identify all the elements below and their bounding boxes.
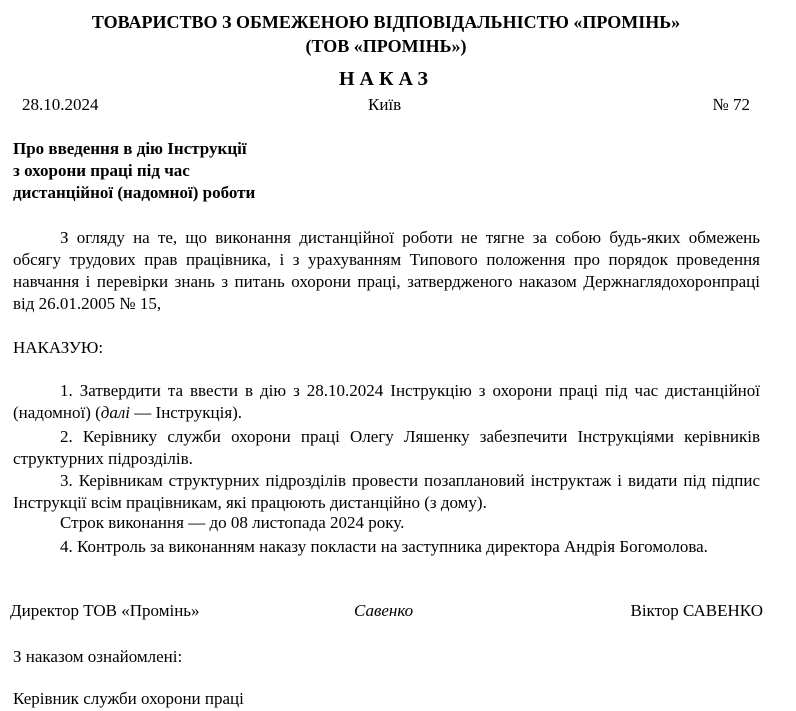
order-item-1-tail: — Інструкція). xyxy=(130,403,243,422)
document-date: 28.10.2024 xyxy=(22,95,99,114)
preamble-paragraph: З огляду на те, що виконання дистанційної роботи не тягне за собою будь-яких обмежень обсягу трудових прав працівника, і з урахуванням Типового положення про порядок проведення навчання і перевірки знань з питань охорони праці, затвердженого наказом Держнаглядохоронпраці від 26.01.2005 № 15, xyxy=(13,228,760,313)
signatory-name: Віктор САВЕНКО xyxy=(630,601,763,620)
order-word: НАКАЗУЮ: xyxy=(13,338,104,357)
subject-line-2: з охорони праці під час xyxy=(13,161,190,180)
document-title: НАКАЗ xyxy=(338,68,433,90)
organization-name: ТОВАРИСТВО З ОБМЕЖЕНОЮ ВІДПОВІДАЛЬНІСТЮ «ПРОМІНЬ» xyxy=(91,12,681,32)
document-number: № 72 xyxy=(712,95,750,114)
order-item-1-italic: далі xyxy=(100,403,131,422)
order-item-2: 2. Керівнику служби охорони праці Олегу Ляшенку забезпечити Інструкціями керівників структурних підрозділів. xyxy=(13,427,760,468)
organization-short-name: (ТОВ «ПРОМІНЬ») xyxy=(305,36,467,56)
subject-line-1: Про введення в дію Інструкції xyxy=(13,139,247,158)
order-item-3: 3. Керівникам структурних підрозділів провести позаплановий інструктаж і видати під підпис Інструкції всім працівникам, які працюють дистанційно (з дому). xyxy=(13,471,760,512)
handwritten-signature: Савенко xyxy=(354,601,414,620)
order-item-1 xyxy=(13,380,760,424)
signature-position: Директор ТОВ «Промінь» xyxy=(10,601,200,620)
subject-line-3: дистанційної (надомної) роботи xyxy=(13,183,256,202)
document-city: Київ xyxy=(368,95,402,114)
order-item-4: 4. Контроль за виконанням наказу покласти на заступника директора Андрія Богомолова. xyxy=(60,537,708,556)
acknowledgement-role-1: Керівник служби охорони праці xyxy=(13,689,244,708)
order-item-1-text: 1. Затвердити та ввести в дію з 28.10.2024 Інструкцію з охорони праці під час дистанційної (надомної) ( xyxy=(13,381,760,422)
deadline-line: Строк виконання — до 08 листопада 2024 року. xyxy=(60,513,405,532)
acknowledgement-label: З наказом ознайомлені: xyxy=(13,647,183,666)
